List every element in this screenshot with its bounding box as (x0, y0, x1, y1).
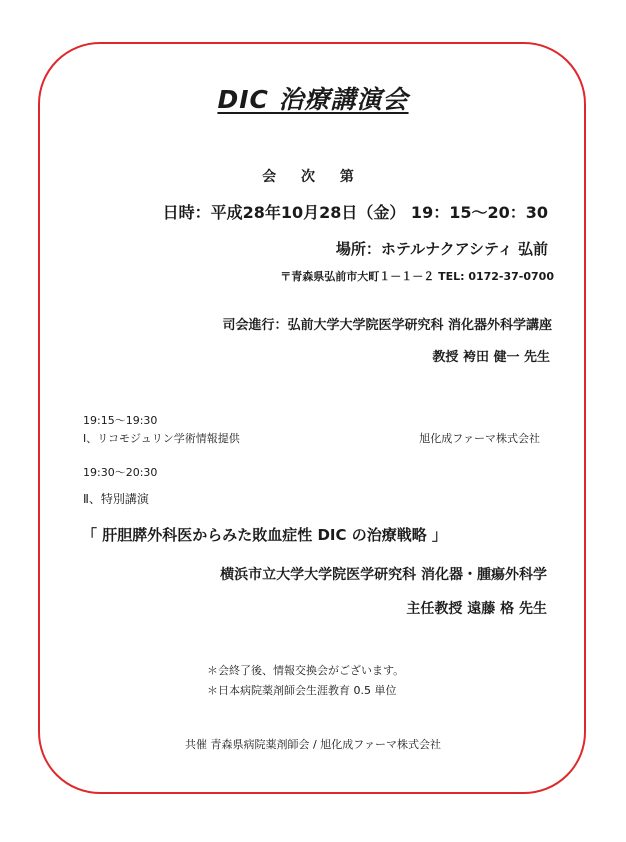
agenda-heading: 会 次 第 (262, 169, 364, 185)
event-address: 〒青森県弘前市大町１－１－２ TEL: 0172-37-0700 (280, 270, 554, 283)
event-venue: 場所：ホテルナクアシティ 弘前 (335, 240, 548, 258)
speaker-name: 主任教授 遠藤 格 先生 (406, 601, 547, 617)
page-title: DIC 治療講演会 (217, 85, 409, 114)
speaker-affiliation: 横浜市立大学大学院医学研究科 消化器・腫瘍外科学 (220, 567, 547, 583)
note-credit: ＊日本病院薬剤師会生涯教育 0.5 単位 (207, 684, 397, 697)
event-datetime: 日時：平成28年10月28日（金） 19：15～20：30 (162, 203, 548, 222)
lecture-title: 「 肝胆膵外科医からみた敗血症性 DIC の治療戦略 」 (82, 526, 447, 544)
session2-title: Ⅱ、特別講演 (83, 492, 149, 506)
sponsor-line: 共催 青森県病院薬剤師会 / 旭化成ファーマ株式会社 (185, 738, 441, 751)
note-reception: ＊会終了後、情報交換会がございます。 (207, 664, 405, 677)
chair-affiliation: 司会進行：弘前大学大学院医学研究科 消化器外科学講座 (222, 318, 552, 333)
session1-title: Ⅰ、リコモジュリン学術情報提供 (83, 432, 240, 445)
session2-time: 19:30～20:30 (83, 466, 158, 479)
chair-name: 教授 袴田 健一 先生 (432, 350, 550, 365)
session1-organization: 旭化成ファーマ株式会社 (419, 432, 540, 445)
session1-time: 19:15～19:30 (83, 414, 158, 427)
